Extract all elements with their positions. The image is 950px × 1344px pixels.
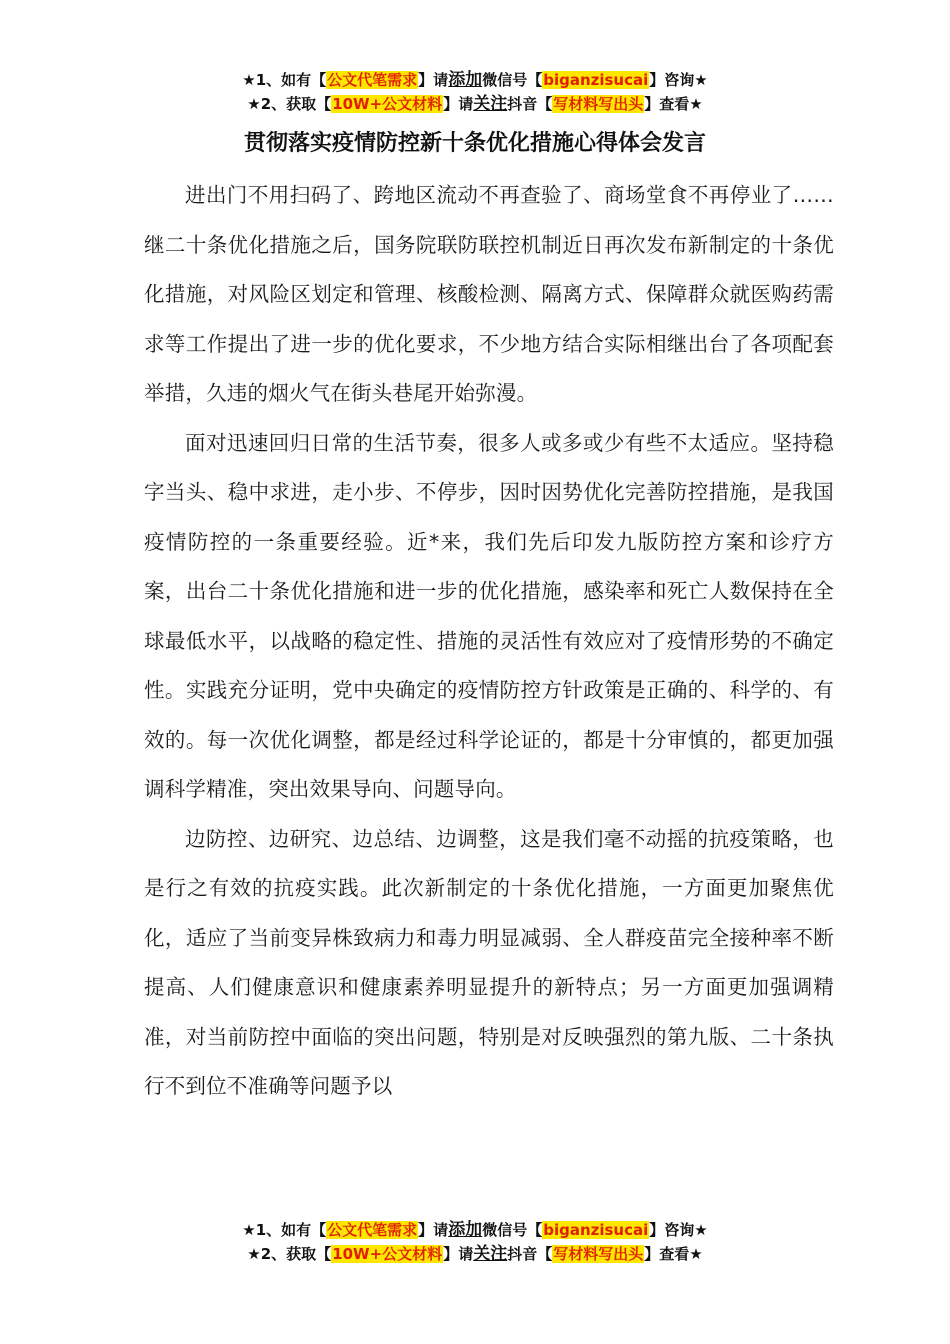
paragraph-3: 边防控、边研究、边总结、边调整，这是我们毫不动摇的抗疫策略，也是行之有效的抗疫实践。此次新制定的十条优化措施，一方面更加聚焦优化，适应了当前变异株致病力和毒力明显减弱、全人群疫苗完全接种率不断提高、人们健康意识和健康素养明显提升的新特点；另一方面更加强调精准，对当前防控中面临的突出问题，特别是对反映强烈的第九版、二十条执行不到位不准确等问题予以 xyxy=(144,826,834,1098)
document-title: 贯彻落实疫情防控新十条优化措施心得体会发言 xyxy=(243,131,706,156)
document-body xyxy=(144,171,834,1112)
banner-highlight-service: 公文代笔需求 xyxy=(327,1221,418,1239)
banner-line-2: ★2、获取【10W+公文材料】请关注抖音【写材料写出头】查看★ xyxy=(247,94,703,114)
banner-line-2: ★2、获取【10W+公文材料】请关注抖音【写材料写出头】查看★ xyxy=(247,1244,703,1264)
paragraph-1: 进出门不用扫码了、跨地区流动不再查验了、商场堂食不再停业了……继二十条优化措施之后，国务院联防联控机制近日再次发布新制定的十条优化措施，对风险区划定和管理、核酸检测、隔离方式、保障群众就医购药需求等工作提出了进一步的优化要求，不少地方结合实际相继出台了各项配套举措，久违的烟火气在街头巷尾开始弥漫。 xyxy=(144,183,834,405)
header-banner xyxy=(0,68,950,116)
banner-line-1: ★1、如有【公文代笔需求】请添加微信号【biganzisucai】咨询★ xyxy=(242,70,708,90)
banner-highlight-wechat-id: biganzisucai xyxy=(543,71,649,89)
banner-highlight-service: 公文代笔需求 xyxy=(327,71,418,89)
banner-highlight-materials: 10W+公文材料 xyxy=(332,95,443,113)
banner-highlight-materials: 10W+公文材料 xyxy=(332,1245,443,1263)
banner-highlight-douyin: 写材料写出头 xyxy=(553,1245,644,1263)
paragraph-2: 面对迅速回归日常的生活节奏，很多人或多或少有些不太适应。坚持稳字当头、稳中求进，走小步、不停步，因时因势优化完善防控措施，是我国疫情防控的一条重要经验。近*来，我们先后印发九版防控方案和诊疗方案，出台二十条优化措施和进一步的优化措施，感染率和死亡人数保持在全球最低水平，以战略的稳定性、措施的灵活性有效应对了疫情形势的不确定性。实践充分证明，党中央确定的疫情防控方针政策是正确的、科学的、有效的。每一次优化调整，都是经过科学论证的，都是十分审慎的，都更加强调科学精准，突出效果导向、问题导向。 xyxy=(144,430,834,801)
banner-highlight-wechat-id: biganzisucai xyxy=(543,1221,649,1239)
banner-line-1: ★1、如有【公文代笔需求】请添加微信号【biganzisucai】咨询★ xyxy=(242,1220,708,1240)
footer-banner xyxy=(0,1218,950,1266)
banner-highlight-douyin: 写材料写出头 xyxy=(553,95,644,113)
